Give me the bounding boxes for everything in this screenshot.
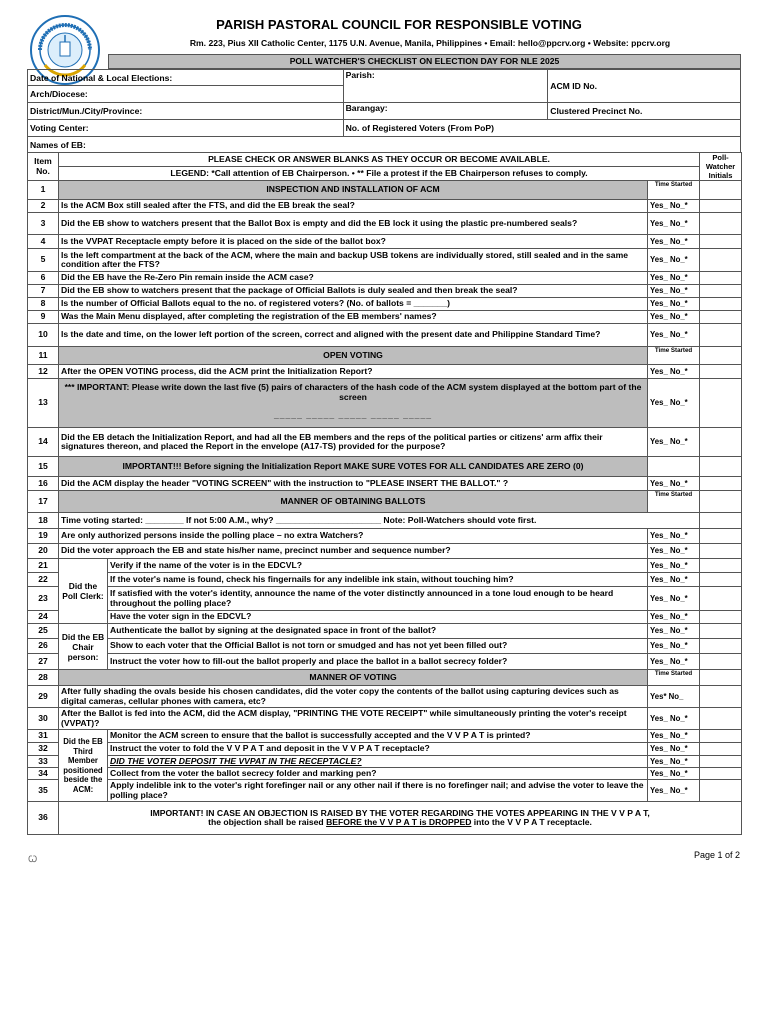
table-row: 31 Did the EB Third Member positioned beside the ACM: Monitor the ACM screen to ensure that the ballot is successfully accepted and the V V P A T is printed? Yes_ No_* <box>28 730 742 743</box>
yes-no-choice[interactable]: Yes_ No_* <box>648 272 700 285</box>
table-row: 3 Did the EB show to watchers present that the Ballot Box is empty and did the EB lock it using the plastic pre-numbered seals? Yes_ No_* <box>28 213 742 235</box>
footer-mark: Ꞷ <box>28 854 38 864</box>
initials-cell[interactable] <box>700 347 742 365</box>
yes-no-choice[interactable]: Yes_ No_* <box>648 768 700 780</box>
parish-field[interactable]: Parish: <box>343 70 548 103</box>
legend: LEGEND: *Call attention of EB Chairperson. • ** File a protest if the EB Chairperson refuses to comply. <box>59 167 700 181</box>
info-table <box>27 69 741 153</box>
section-manner-of-voting: MANNER OF VOTING <box>59 670 648 686</box>
yes-no-choice[interactable]: Yes_ No_* <box>648 200 700 213</box>
initials-cell[interactable] <box>700 428 742 457</box>
yes-no-choice[interactable]: Yes_ No_* <box>648 743 700 756</box>
initials-cell[interactable] <box>700 491 742 513</box>
initials-cell[interactable] <box>700 529 742 544</box>
table-row: 9 Was the Main Menu displayed, after completing the registration of the EB members' names? Yes_ No_* <box>28 311 742 324</box>
section-obtaining-ballots: MANNER OF OBTAINING BALLOTS <box>59 491 648 513</box>
yes-no-choice[interactable]: Yes_ No_* <box>648 311 700 324</box>
org-name: PARISH PASTORAL COUNCIL FOR RESPONSIBLE VOTING <box>216 17 582 32</box>
time-started-label[interactable]: Time Started <box>648 181 700 200</box>
initials-cell[interactable] <box>700 457 742 477</box>
table-row: 26 Show to each voter that the Official Ballot is not torn or smudged and has not yet been filled out? Yes_ No_* <box>28 639 742 654</box>
yes-no-choice[interactable]: Yes_ No_* <box>648 654 700 670</box>
yes-no-choice[interactable]: Yes_ No_* <box>648 235 700 249</box>
table-row: 13 *** IMPORTANT: Please write down the last five (5) pairs of characters of the hash code of the ACM system displayed at the bottom part of the screen _____ _____ _____ _____ _____ Yes_ No_* <box>28 379 742 428</box>
yes-no-choice[interactable]: Yes_ No_* <box>648 730 700 743</box>
yes-no-choice[interactable]: Yes_ No_* <box>648 249 700 272</box>
table-row: 10 Is the date and time, on the lower left portion of the screen, correct and aligned with the present date and Philippine Standard Time? Yes_ No_* <box>28 324 742 347</box>
initials-cell[interactable] <box>700 272 742 285</box>
initials-cell[interactable] <box>700 365 742 379</box>
section-inspection: INSPECTION AND INSTALLATION OF ACM <box>59 181 648 200</box>
initials-cell[interactable] <box>700 686 742 708</box>
third-member-group: Did the EB Third Member positioned beside the ACM: <box>59 730 108 802</box>
initials-cell[interactable] <box>700 324 742 347</box>
initials-cell[interactable] <box>700 181 742 200</box>
yes-no-choice[interactable]: Yes_ No_* <box>648 365 700 379</box>
checklist-table <box>27 152 742 835</box>
initials-cell[interactable] <box>700 285 742 298</box>
table-row: 15 IMPORTANT!!! Before signing the Initialization Report MAKE SURE VOTES FOR ALL CANDIDATES ARE ZERO (0) <box>28 457 742 477</box>
district-field[interactable]: District/Mun./City/Province: <box>28 103 344 120</box>
arch-field[interactable]: Arch/Diocese: <box>28 86 344 103</box>
yes-no-choice[interactable]: Yes_ No_* <box>648 529 700 544</box>
time-started-label[interactable]: Time Started <box>648 670 700 686</box>
table-row: 29 After fully shading the ovals beside his chosen candidates, did the voter copy the contents of the ballot using capturing devices such as digital cameras, cellular phones with camera, etc? Yes* No_ <box>28 686 742 708</box>
table-row: 35 Apply indelible ink to the voter's right forefinger nail or any other nail if there is no forefinger nail; and advise the voter to leave the polling place? Yes_ No_* <box>28 780 742 802</box>
cluster-field[interactable]: Clustered Precinct No. <box>548 103 741 120</box>
initials-cell[interactable] <box>700 611 742 624</box>
initials-cell[interactable] <box>700 379 742 428</box>
initials-cell[interactable] <box>700 573 742 587</box>
yes-no-choice[interactable]: Yes_ No_* <box>648 573 700 587</box>
barangay-field[interactable]: Barangay: <box>343 103 548 120</box>
initials-cell[interactable] <box>700 544 742 559</box>
initials-cell[interactable] <box>700 513 742 529</box>
eb-names-field[interactable]: Names of EB: <box>28 137 741 153</box>
table-row: 2 Is the ACM Box still sealed after the FTS, and did the EB break the seal? Yes_ No_* <box>28 200 742 213</box>
initials-cell[interactable] <box>700 780 742 802</box>
objection-notice: IMPORTANT! IN CASE AN OBJECTION IS RAISED BY THE VOTER REGARDING THE VOTES APPEARING IN THE V V P A T, the objection shall be raised BEFORE the V V P A T is DROPPED into the V V P A T receptacle. <box>59 802 742 835</box>
table-row: 32 Instruct the voter to fold the V V P A T and deposit in the V V P A T receptacle? Yes_ No_* <box>28 743 742 756</box>
table-row: 33 DID THE VOTER DEPOSIT THE VVPAT IN THE RECEPTACLE? Yes_ No_* <box>28 756 742 768</box>
time-started-label[interactable]: Time Started <box>648 347 700 365</box>
initials-cell[interactable] <box>700 213 742 235</box>
yes-no-choice[interactable]: Yes_ No_* <box>648 213 700 235</box>
table-row: 21 Did the Poll Clerk: Verify if the name of the voter is in the EDCVL? Yes_ No_* <box>28 559 742 573</box>
table-row: 1 INSPECTION AND INSTALLATION OF ACM Time Started <box>28 181 742 200</box>
table-row: 12 After the OPEN VOTING process, did the ACM print the Initialization Report? Yes_ No_* <box>28 365 742 379</box>
table-row: 27 Instruct the voter how to fill-out the ballot properly and place the ballot in a ballot secrecy folder? Yes_ No_* <box>28 654 742 670</box>
yes-no-choice[interactable]: Yes_ No_* <box>648 559 700 573</box>
table-row: 11 OPEN VOTING Time Started <box>28 347 742 365</box>
yes-no-choice[interactable]: Yes_ No_* <box>648 298 700 311</box>
initials-cell[interactable] <box>700 624 742 639</box>
date-field[interactable]: Date of National & Local Elections: <box>28 70 344 86</box>
initials-cell[interactable] <box>700 200 742 213</box>
yes-no-choice[interactable]: Yes_ No_* <box>648 587 700 611</box>
time-voting-started[interactable]: Time voting started: ________ If not 5:00 A.M., why? ______________________ Note: Poll-Watchers should vote first. <box>59 513 700 529</box>
table-row: 18 Time voting started: ________ If not 5:00 A.M., why? ______________________ Note: Poll-Watchers should vote first. <box>28 513 742 529</box>
yes-no-choice[interactable]: Yes_ No_* <box>648 428 700 457</box>
initials-cell[interactable] <box>700 298 742 311</box>
initials-cell[interactable] <box>700 587 742 611</box>
yes-no-choice[interactable]: Yes_ No_* <box>648 624 700 639</box>
yes-no-choice[interactable]: Yes_ No_* <box>648 780 700 802</box>
page-number: Page 1 of 2 <box>693 850 740 860</box>
vvpat-deposit-question: DID THE VOTER DEPOSIT THE VVPAT IN THE RECEPTACLE? <box>108 756 648 768</box>
yes-no-choice[interactable]: Yes_ No_* <box>648 544 700 559</box>
table-row: 8 Is the number of Official Ballots equal to the no. of registered voters? (No. of ballots = _______) Yes_ No_* <box>28 298 742 311</box>
poll-clerk-group: Did the Poll Clerk: <box>59 559 108 624</box>
acm-id-field[interactable]: ACM ID No. <box>548 70 741 103</box>
table-row: 23 If satisfied with the voter's identity, announce the name of the voter distinctly announced in a tone loud enough to be heard throughout the polling place? Yes_ No_* <box>28 587 742 611</box>
initials-cell[interactable] <box>700 559 742 573</box>
table-row: 24 Have the voter sign in the EDCVL? Yes_ No_* <box>28 611 742 624</box>
yes-no-choice[interactable]: Yes_ No_* <box>648 324 700 347</box>
table-row: 36 IMPORTANT! IN CASE AN OBJECTION IS RAISED BY THE VOTER REGARDING THE VOTES APPEARING IN THE V V P A T, the objection shall be raised BEFORE the V V P A T is DROPPED into the V V P A T receptacle. <box>28 802 742 835</box>
table-row: 30 After the Ballot is fed into the ACM, did the ACM display, "PRINTING THE VOTE RECEIPT" while simultaneously printing the voter's receipt (VVPAT)? Yes_ No_* <box>28 708 742 730</box>
yes-no-choice[interactable]: Yes* No_ <box>648 686 700 708</box>
yes-no-choice[interactable]: Yes_ No_* <box>648 477 700 491</box>
initials-cell[interactable] <box>700 743 742 756</box>
check-header: PLEASE CHECK OR ANSWER BLANKS AS THEY OCCUR OR BECOME AVAILABLE. <box>59 153 700 167</box>
zero-votes-warning: IMPORTANT!!! Before signing the Initialization Report MAKE SURE VOTES FOR ALL CANDIDATES ARE ZERO (0) <box>59 457 648 477</box>
table-row: 16 Did the ACM display the header "VOTING SCREEN" with the instruction to "PLEASE INSERT THE BALLOT." ? Yes_ No_* <box>28 477 742 491</box>
table-row: 28 MANNER OF VOTING Time Started <box>28 670 742 686</box>
yes-no-choice[interactable]: Yes_ No_* <box>648 611 700 624</box>
table-row: 19 Are only authorized persons inside the polling place – no extra Watchers? Yes_ No_* <box>28 529 742 544</box>
table-row: 14 Did the EB detach the Initialization Report, and had all the EB members and the reps of the political parties or citizens' arm affix their signatures thereon, and placed the Report in the envelope (A17-TS) provided for the purpose? Yes_ No_* <box>28 428 742 457</box>
initials-cell[interactable] <box>700 730 742 743</box>
initials-cell[interactable] <box>700 768 742 780</box>
eb-chair-group: Did the EB Chair person: <box>59 624 108 670</box>
initials-cell[interactable] <box>700 477 742 491</box>
table-row: 25 Did the EB Chair person: Authenticate the ballot by signing at the designated space in front of the ballot? Yes_ No_* <box>28 624 742 639</box>
yes-no-choice[interactable]: Yes_ No_* <box>648 708 700 730</box>
table-row: 34 Collect from the voter the ballot secrecy folder and marking pen? Yes_ No_* <box>28 768 742 780</box>
voting-center-field[interactable]: Voting Center: <box>28 120 344 137</box>
yes-no-choice[interactable]: Yes_ No_* <box>648 285 700 298</box>
initials-cell[interactable] <box>700 654 742 670</box>
yes-no-choice[interactable]: Yes_ No_* <box>648 379 700 428</box>
form-title: POLL WATCHER'S CHECKLIST ON ELECTION DAY FOR NLE 2025 <box>108 54 741 69</box>
item-no-header: Item No. <box>28 153 59 181</box>
initials-cell[interactable] <box>700 756 742 768</box>
table-row: 20 Did the voter approach the EB and state his/her name, precinct number and sequence number? Yes_ No_* <box>28 544 742 559</box>
table-row: 4 Is the VVPAT Receptacle empty before it is placed on the side of the ballot box? Yes_ No_* <box>28 235 742 249</box>
initials-cell[interactable] <box>700 708 742 730</box>
initials-cell[interactable] <box>700 670 742 686</box>
time-started-label[interactable]: Time Started <box>648 491 700 513</box>
table-row: 7 Did the EB show to watchers present that the package of Official Ballots is duly sealed and then break the seal? Yes_ No_* <box>28 285 742 298</box>
org-address: Rm. 223, Pius XII Catholic Center, 1175 U.N. Avenue, Manila, Philippines • Email: hello@ppcrv.org • Website: ppcrv.org <box>189 38 671 48</box>
table-row: 17 MANNER OF OBTAINING BALLOTS Time Started <box>28 491 742 513</box>
initials-cell[interactable] <box>700 235 742 249</box>
initials-header: Poll-Watcher Initials <box>700 153 742 181</box>
table-row: 6 Did the EB have the Re-Zero Pin remain inside the ACM case? Yes_ No_* <box>28 272 742 285</box>
yes-no-choice[interactable]: Yes_ No_* <box>648 756 700 768</box>
table-row: 5 Is the left compartment at the back of the ACM, where the main and backup USB tokens are individually stored, still sealed and in the same condition after the FTS? Yes_ No_* <box>28 249 742 272</box>
yes-no-choice[interactable]: Yes_ No_* <box>648 639 700 654</box>
table-row: 22 If the voter's name is found, check his fingernails for any indelible ink stain, without touching him? Yes_ No_* <box>28 573 742 587</box>
initials-cell[interactable] <box>700 639 742 654</box>
hash-code-blanks[interactable]: _____ _____ _____ _____ _____ <box>273 410 433 420</box>
registered-voters-field[interactable]: No. of Registered Voters (From PoP) <box>343 120 740 137</box>
initials-cell[interactable] <box>700 311 742 324</box>
hash-code-instruction: *** IMPORTANT: Please write down the last five (5) pairs of characters of the hash code of the ACM system displayed at the bottom part of the screen <box>64 382 642 402</box>
initials-cell[interactable] <box>700 249 742 272</box>
section-open-voting: OPEN VOTING <box>59 347 648 365</box>
